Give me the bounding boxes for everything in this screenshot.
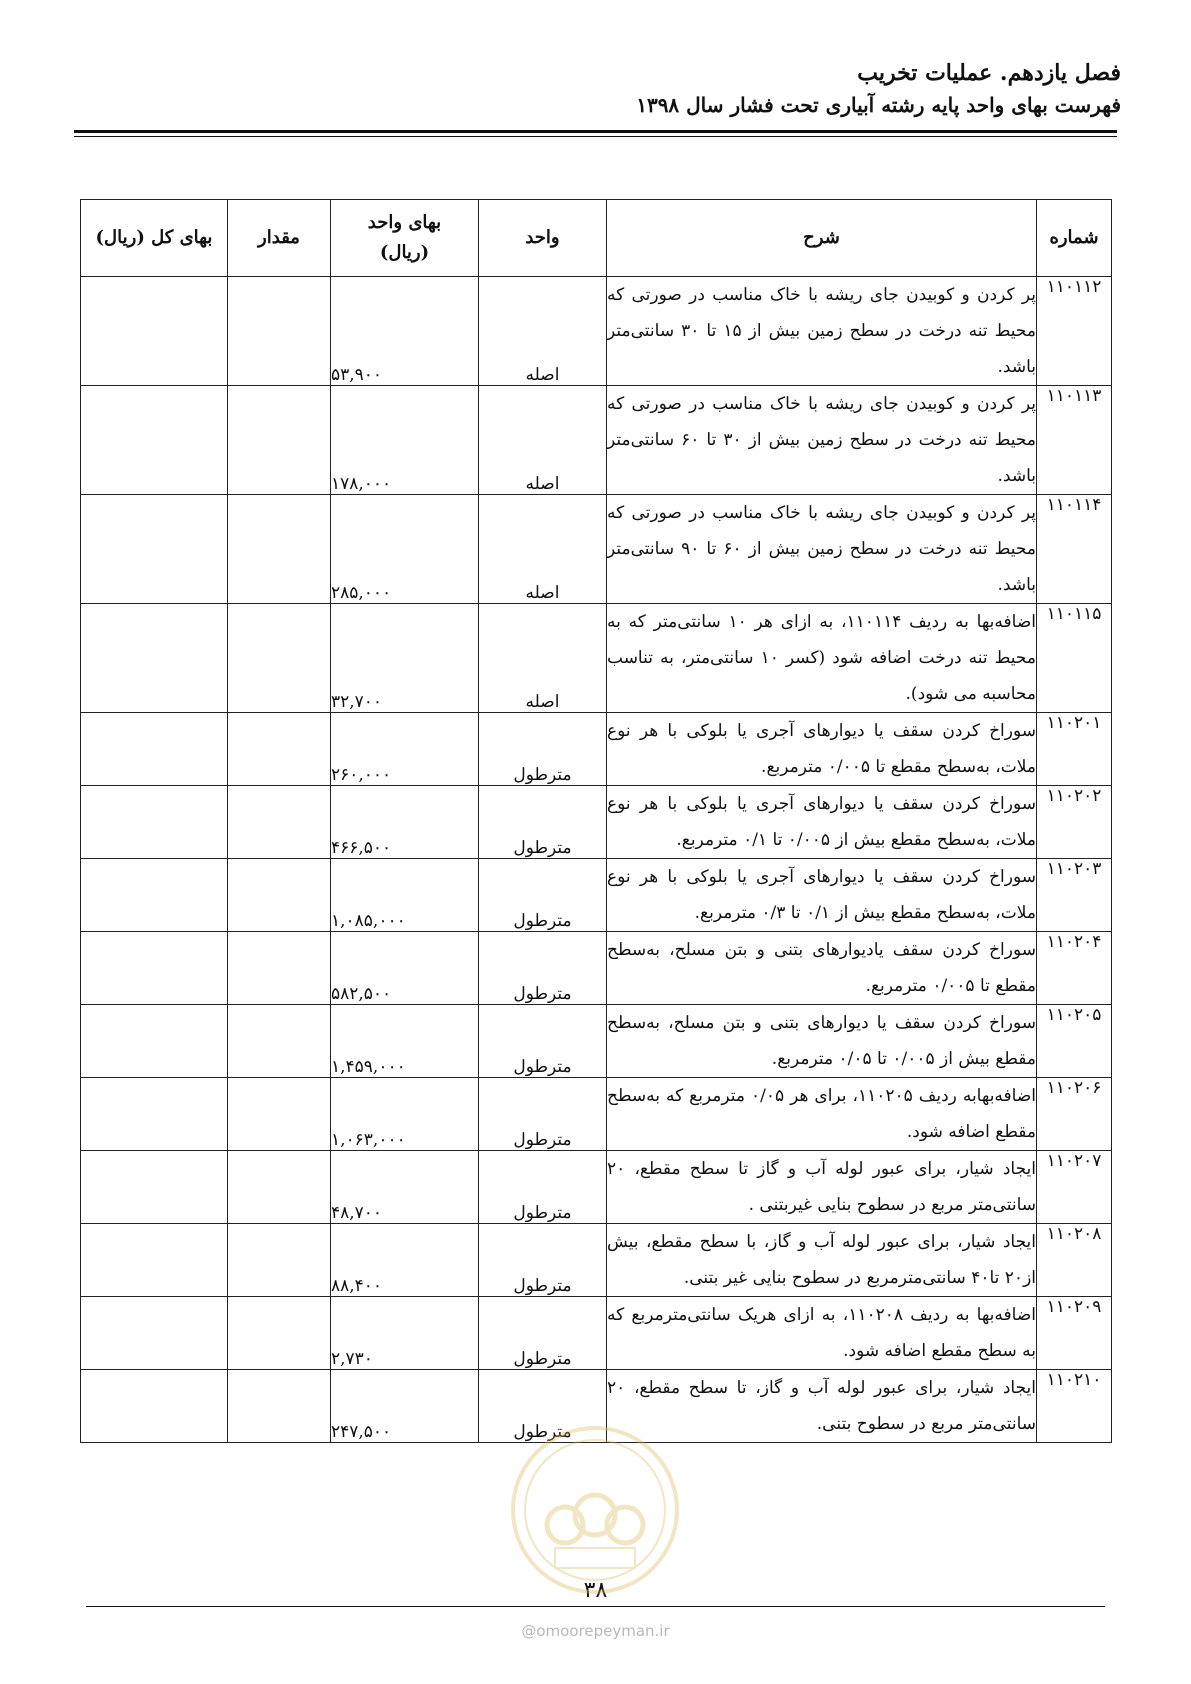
col-unit-price-header [331, 200, 479, 277]
item-number: ۱۱۰۲۱۰ [1037, 1370, 1112, 1443]
item-unit: اصله [479, 604, 607, 713]
item-number: ۱۱۰۱۱۳ [1037, 386, 1112, 495]
item-unit-price: ۸۸,۴۰۰ [331, 1224, 479, 1297]
item-unit-price: ۵۸۲,۵۰۰ [331, 932, 479, 1005]
item-description: سوراخ کردن سقف یا دیوارهای آجری یا بلوکی با هر نوع ملات، به‌سطح مقطع بیش از ۰/۱ تا ۰/۳ مترمربع. [607, 859, 1037, 932]
col-total-header: بهای کل (ریال) [81, 200, 228, 277]
chapter-title: فصل یازدهم. عملیات تخریب [857, 60, 1121, 86]
item-unit-price: ۴۸,۷۰۰ [331, 1151, 479, 1224]
item-description: اضافه‌بها به ردیف ۱۱۰۲۰۸، به ازای هریک سانتی‌مترمربع که به سطح مقطع اضافه شود. [607, 1297, 1037, 1370]
footer-rule [86, 1606, 1105, 1607]
item-total-price [81, 1297, 228, 1370]
item-description: پر کردن و کوبیدن جای ریشه با خاک مناسب در صورتی که محیط تنه درخت در سطح زمین بیش از ۱۵ تا ۳۰ سانتی‌متر باشد. [607, 277, 1037, 386]
item-unit-price: ۱,۴۵۹,۰۰۰ [331, 1005, 479, 1078]
item-total-price [81, 1224, 228, 1297]
item-unit: مترطول [479, 1224, 607, 1297]
item-number: ۱۱۰۲۰۷ [1037, 1151, 1112, 1224]
item-quantity [228, 495, 331, 604]
item-description: اضافه‌بها به ردیف ۱۱۰۱۱۴، به ازای هر ۱۰ سانتی‌متر که به محیط تنه درخت اضافه شود (کسر ۱۰ سانتی‌متر، به تناسب محاسبه می شود). [607, 604, 1037, 713]
seal-logo-icon [505, 1420, 685, 1600]
item-number: ۱۱۰۲۰۹ [1037, 1297, 1112, 1370]
table-header-row [81, 200, 1112, 277]
header-rule-thick [74, 130, 1117, 133]
item-total-price [81, 604, 228, 713]
item-description: ایجاد شیار، برای عبور لوله آب و گاز، با سطح مقطع، بیش از۲۰ تا۴۰ سانتی‌مترمربع در سطوح بنایی غیر بتنی. [607, 1224, 1037, 1297]
item-unit: مترطول [479, 1370, 607, 1443]
item-description: اضافه‌بهابه ردیف ۱۱۰۲۰۵، برای هر ۰/۰۵ مترمربع که به‌سطح مقطع اضافه شود. [607, 1078, 1037, 1151]
item-unit: اصله [479, 495, 607, 604]
item-quantity [228, 932, 331, 1005]
item-description: پر کردن و کوبیدن جای ریشه با خاک مناسب در صورتی که محیط تنه درخت در سطح زمین بیش از ۳۰ تا ۶۰ سانتی‌متر باشد. [607, 386, 1037, 495]
table-row [81, 713, 1112, 786]
table-row [81, 1297, 1112, 1370]
item-unit: مترطول [479, 859, 607, 932]
table-row [81, 1005, 1112, 1078]
item-unit-price: ۲۶۰,۰۰۰ [331, 713, 479, 786]
table-row [81, 1151, 1112, 1224]
item-unit: مترطول [479, 786, 607, 859]
item-unit-price: ۵۳,۹۰۰ [331, 277, 479, 386]
item-unit-price: ۲,۷۳۰ [331, 1297, 479, 1370]
table-row [81, 1078, 1112, 1151]
item-number: ۱۱۰۱۱۴ [1037, 495, 1112, 604]
website-watermark: @omoorepeyman.ir [521, 1622, 670, 1640]
item-total-price [81, 277, 228, 386]
item-total-price [81, 1078, 228, 1151]
unit-price-header-line2: (ریال) [379, 242, 430, 263]
col-unit-header: واحد [479, 200, 607, 277]
table-row [81, 277, 1112, 386]
table-row [81, 932, 1112, 1005]
item-total-price [81, 1151, 228, 1224]
item-number: ۱۱۰۲۰۲ [1037, 786, 1112, 859]
item-quantity [228, 1078, 331, 1151]
item-number: ۱۱۰۱۱۲ [1037, 277, 1112, 386]
item-description: ایجاد شیار، برای عبور لوله آب و گاز، تا سطح مقطع، ۲۰ سانتی‌متر مربع در سطوح بتنی. [607, 1370, 1037, 1443]
item-quantity [228, 604, 331, 713]
item-quantity [228, 1005, 331, 1078]
item-total-price [81, 386, 228, 495]
table-row [81, 386, 1112, 495]
item-quantity [228, 277, 331, 386]
item-quantity [228, 786, 331, 859]
item-number: ۱۱۰۲۰۶ [1037, 1078, 1112, 1151]
header-rule-thin [74, 136, 1117, 137]
item-quantity [228, 1370, 331, 1443]
item-unit: مترطول [479, 713, 607, 786]
table-row [81, 1224, 1112, 1297]
item-total-price [81, 1005, 228, 1078]
table-row [81, 786, 1112, 859]
item-unit: مترطول [479, 932, 607, 1005]
item-quantity [228, 1297, 331, 1370]
item-unit-price: ۴۶۶,۵۰۰ [331, 786, 479, 859]
item-description: سوراخ کردن سقف یادیوارهای بتنی و بتن مسلح، به‌سطح مقطع تا ۰/۰۰۵ مترمربع. [607, 932, 1037, 1005]
document-subtitle: فهرست بهای واحد پایه رشته آبیاری تحت فشار سال ۱۳۹۸ [636, 93, 1121, 117]
page-number: ۳۸ [583, 1578, 608, 1603]
item-quantity [228, 859, 331, 932]
item-number: ۱۱۰۲۰۴ [1037, 932, 1112, 1005]
item-unit-price: ۳۲,۷۰۰ [331, 604, 479, 713]
col-number-header: شماره [1037, 200, 1112, 277]
item-quantity [228, 386, 331, 495]
col-description-header: شرح [607, 200, 1037, 277]
item-unit: اصله [479, 386, 607, 495]
item-quantity [228, 1151, 331, 1224]
unit-price-header-line1: بهای واحد [367, 212, 442, 233]
item-description: پر کردن و کوبیدن جای ریشه با خاک مناسب در صورتی که محیط تنه درخت در سطح زمین بیش از ۶۰ تا ۹۰ سانتی‌متر باشد. [607, 495, 1037, 604]
item-number: ۱۱۰۲۰۱ [1037, 713, 1112, 786]
item-description: سوراخ کردن سقف یا دیوارهای آجری یا بلوکی با هر نوع ملات، به‌سطح مقطع تا ۰/۰۰۵ مترمربع. [607, 713, 1037, 786]
item-description: سوراخ کردن سقف یا دیوارهای بتنی و بتن مسلح، به‌سطح مقطع بیش از ۰/۰۰۵ تا ۰/۰۵ مترمربع. [607, 1005, 1037, 1078]
item-unit-price: ۲۴۷,۵۰۰ [331, 1370, 479, 1443]
item-unit: مترطول [479, 1005, 607, 1078]
item-total-price [81, 495, 228, 604]
item-number: ۱۱۰۲۰۳ [1037, 859, 1112, 932]
item-unit: مترطول [479, 1297, 607, 1370]
item-number: ۱۱۰۱۱۵ [1037, 604, 1112, 713]
item-description: سوراخ کردن سقف یا دیوارهای آجری یا بلوکی با هر نوع ملات، به‌سطح مقطع بیش از ۰/۰۰۵ تا ۰/۱ مترمربع. [607, 786, 1037, 859]
item-total-price [81, 932, 228, 1005]
item-unit-price: ۱,۰۸۵,۰۰۰ [331, 859, 479, 932]
item-total-price [81, 713, 228, 786]
item-description: ایجاد شیار، برای عبور لوله آب و گاز تا سطح مقطع، ۲۰ سانتی‌متر مربع در سطوح بنایی غیربتنی . [607, 1151, 1037, 1224]
item-number: ۱۱۰۲۰۵ [1037, 1005, 1112, 1078]
price-table [80, 199, 1112, 1443]
table-row [81, 495, 1112, 604]
col-quantity-header: مقدار [228, 200, 331, 277]
table-row [81, 604, 1112, 713]
item-total-price [81, 1370, 228, 1443]
item-number: ۱۱۰۲۰۸ [1037, 1224, 1112, 1297]
item-unit: مترطول [479, 1078, 607, 1151]
page-header [70, 58, 1121, 120]
table-row [81, 859, 1112, 932]
item-unit: اصله [479, 277, 607, 386]
item-unit-price: ۱۷۸,۰۰۰ [331, 386, 479, 495]
item-quantity [228, 1224, 331, 1297]
item-unit-price: ۱,۰۶۳,۰۰۰ [331, 1078, 479, 1151]
item-total-price [81, 786, 228, 859]
item-unit: مترطول [479, 1151, 607, 1224]
item-total-price [81, 859, 228, 932]
item-unit-price: ۲۸۵,۰۰۰ [331, 495, 479, 604]
item-quantity [228, 713, 331, 786]
